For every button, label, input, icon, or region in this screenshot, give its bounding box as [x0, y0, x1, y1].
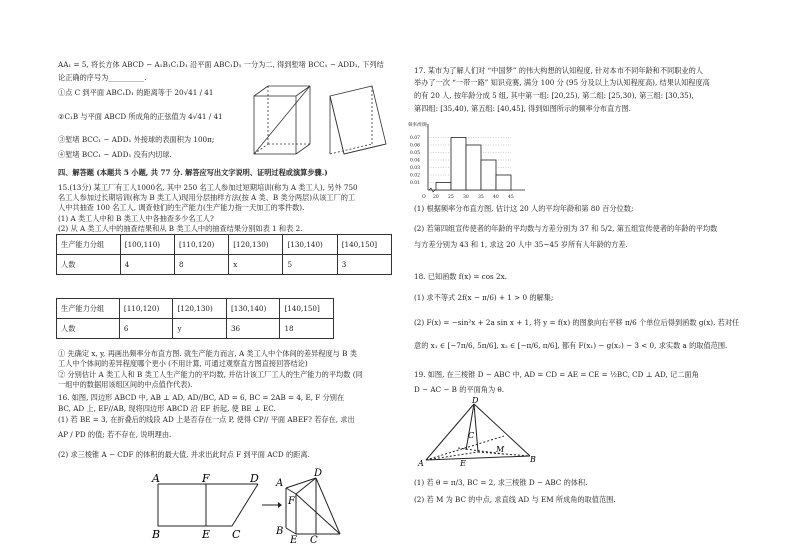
q17-sub1: (1) 根据频率分布直方图, 估计这 20 人的平均年龄和第 80 百分位数; — [414, 204, 634, 213]
label-a: A — [418, 459, 424, 468]
histogram-bar — [466, 145, 481, 190]
q19-line2: D − AC − B 的平面角为 θ. — [414, 385, 505, 394]
label-b: B — [152, 528, 161, 541]
table-cell: [100,110) — [120, 235, 174, 255]
q18-line3: (2) F(x) = −sin²x + 2a sin x + 1, 将 y = f(x) 的图象向右平移 π/6 个单位后得到函数 g(x). 若对任 — [414, 318, 740, 327]
q15-part1-line1: ① 先确定 x, y, 再画出频率分布直方图. 就生产能力而言, A 类工人中个体间的差异程度与 B 类 — [58, 349, 357, 358]
q15-line5: (2) 从 A 类工人中的抽查结果和从 B 类工人中的抽查结果分别如表 1 和表 2. — [58, 224, 303, 233]
q15-part2-line1: ② 分别估计 A 类工人和 B 类工人生产能力的平均数, 并估计该工厂工人的生产能力的平均数 (同 — [58, 370, 363, 379]
cuboid-figure — [246, 82, 396, 164]
quadrilateral-figure — [150, 472, 260, 542]
label-d: D — [314, 468, 323, 479]
table-cell: [120,130) — [229, 235, 283, 255]
label-c: C — [468, 431, 475, 440]
q16-line3: (1) 若 BE = 3, 在折叠后的线段 AD 上是否存在一点 P, 使得 CP// 平面 ABEF? 若存在, 求出 — [58, 415, 355, 424]
label-a: A — [152, 472, 160, 485]
q19-sub2: (2) 若 M 为 BC 的中点, 求直线 AD 与 EM 所成角的取值范围. — [414, 495, 616, 504]
tetrahedron-figure — [418, 398, 538, 472]
q19-line1: 19. 如图, 在三棱锥 D − ABC 中, AD = CD = AE = CE = ½BC, CD ⊥ AD, 记二面角 — [414, 370, 699, 379]
table-cell: 5 — [283, 255, 337, 275]
q-top-line2: 论正确的序号为__________. — [58, 73, 147, 82]
y-axis-label: 频率/组距 — [408, 123, 428, 128]
table-cell: [110,120) — [119, 299, 173, 319]
folded-solid-figure — [272, 468, 344, 546]
table-cell: 生产能力分组 — [57, 299, 120, 319]
q15-line3: 人中共抽查 100 名工人, 调查他们的生产能力(生产能力指一天加工的零件数). — [58, 203, 305, 212]
x-tick-label: 25 — [448, 195, 454, 200]
table-cell: [140,150] — [280, 299, 334, 319]
q16-line4: AP / PD 的值; 若不存在, 说明理由. — [58, 430, 172, 439]
y-tick-label: 0.05 — [410, 151, 421, 156]
y-tick-label: 0.06 — [410, 143, 421, 149]
q16-line2: BC, AD 上, EF//AB, 现将四边形 ABCD 沿 EF 折起, 使 BE ⊥ EC. — [58, 404, 276, 413]
x-tick-label: O — [422, 195, 426, 200]
x-tick-label: 45 — [508, 195, 514, 200]
q18-line4: 意的 x₁ ∈ [−7π/6, 5π/6], x₂ ∈ [−π/6, π/6], 都有 F(x₁) − g(x₂) − 3 < 0, 求实数 a 的取值范围. — [414, 341, 728, 350]
table-cell: 6 — [119, 319, 173, 339]
table-cell: y — [173, 319, 227, 339]
x-tick-label: 20 — [433, 195, 439, 200]
label-f: F — [202, 472, 210, 485]
q17-sub2: (2) 若第四组宣传使者的年龄的平均数与方差分别为 37 和 5/2, 第五组宣传使者的年龄的平均数 — [414, 224, 718, 233]
section-4-heading: 四、解答题 (本题共 5 小题, 共 77 分. 解答应写出文字说明、证明过程或演算步骤.) — [58, 168, 328, 177]
q15-line2: 名工人参加过长期培训(称为 B 类工人)现用分层抽样方法(按 A 类、B 类分两层)从该工厂的工 — [58, 193, 356, 202]
label-m: M — [496, 445, 505, 454]
y-tick-label: 0.04 — [410, 158, 421, 164]
table-1-row — [57, 255, 392, 275]
table-cell: 3 — [337, 255, 391, 275]
q15-line4: (1) A 类工人中和 B 类工人中各抽查多少名工人? — [58, 214, 214, 223]
q15-part1-line2: 工人中个体间的差异程度哪个更小 (不用计算, 可通过观察直方图直接回答结论) — [58, 359, 308, 368]
table-cell: 4 — [120, 255, 174, 275]
x-tick-label: 40 — [493, 195, 499, 200]
table-2 — [56, 298, 334, 339]
table-cell: 8 — [175, 255, 229, 275]
q-top-opt3: ③堑堵 BCC₁ − ADD₁ 外接球的表面积为 100π; — [58, 135, 215, 144]
q-top-opt4: ④堑堵 BCC₁ − ADD₁ 没有内切球. — [58, 150, 172, 159]
label-e: E — [460, 459, 466, 468]
histogram-bar — [451, 138, 466, 191]
q17-line3: 的有 20 人, 按年龄分成 5 组, 其中第一组: [20,25), 第二组: [25,30), 第三组: [30,35), — [414, 91, 694, 100]
table-cell: 人数 — [57, 255, 121, 275]
histogram-bar — [436, 183, 451, 191]
table-cell: [110,120) — [175, 235, 229, 255]
q17-line1: 17. 某市为了解人们对 “中国梦” 的伟大构想的认知程度, 针对本市不同年龄和不同职业的人 — [414, 66, 703, 75]
label-c: C — [310, 535, 318, 546]
label-a: A — [276, 478, 284, 489]
q-top-opt2: ②C₁B 与平面 ABCD 所成角的正弦值为 4√41 / 41 — [58, 112, 223, 121]
y-tick-label: 0.02 — [410, 173, 421, 179]
table-cell: [130,140) — [283, 235, 337, 255]
q17-sub3: 与方差分别为 43 和 1, 求这 20 人中 35~45 岁所有人年龄的方差. — [414, 240, 628, 249]
table-cell: 人数 — [57, 319, 120, 339]
q16-line1: 16. 如图, 四边形 ABCD 中, AB ⊥ AD, AD//BC, AD = 6, BC = 2AB = 4, E, F 分别在 — [58, 393, 345, 402]
table-cell: 36 — [226, 319, 280, 339]
x-tick-label: 35 — [478, 195, 484, 200]
label-d: D — [472, 396, 479, 405]
q17-line4: 第四组: [35,40), 第五组: [40,45], 得到如图所示的频率分布直方图. — [414, 104, 631, 113]
table-cell: x — [229, 255, 283, 275]
label-e: E — [202, 528, 211, 541]
q-top-line1: AA₁ = 5, 将长方体 ABCD − A₁B₁C₁D₁ 沿平面 ABC₁D₁ 一分为二, 得到堑堵 BCC₁ − ADD₁, 下列结 — [58, 60, 384, 69]
table-1 — [56, 234, 392, 275]
q16-line5: (2) 求三棱锥 A − CDF 的体积的最大值, 并求出此时点 F 到平面 ACD 的距离. — [58, 450, 310, 459]
label-b: B — [276, 526, 284, 537]
q19-sub1: (1) 若 θ = π/3, BC = 2, 求三棱锥 D − ABC 的体积. — [414, 478, 588, 487]
table-cell: [130,140) — [226, 299, 280, 319]
table-cell: 生产能力分组 — [57, 235, 121, 255]
y-tick-label: 0.07 — [410, 136, 421, 141]
histogram-bar — [481, 160, 496, 190]
label-c: C — [232, 528, 241, 541]
q-top-opt1: ①点 C 到平面 ABC₁D₁ 的距离等于 20√41 / 41 — [58, 88, 214, 97]
q18-line1: 18. 已知函数 f(x) = cos 2x. — [414, 272, 507, 281]
label-f: F — [288, 496, 295, 507]
q15-part2-line2: 一组中的数据用该组区间的中点值作代表). — [58, 380, 193, 389]
table-cell: [140,150] — [337, 235, 391, 255]
table-cell: 18 — [280, 319, 334, 339]
x-tick-label: 30 — [463, 195, 469, 200]
frequency-histogram — [404, 118, 534, 204]
table-2-header — [57, 299, 334, 319]
q15-line1: 15.(13分) 某工厂有工人1000名, 其中 250 名工人参加过短期培训(称为 A 类工人), 另外 750 — [58, 183, 358, 192]
histogram-bar — [496, 175, 511, 190]
table-1-header — [57, 235, 392, 255]
y-tick-label: 0.03 — [410, 166, 421, 171]
q18-line2: (1) 求不等式 2f(x − π/6) + 1 > 0 的解集; — [414, 293, 554, 302]
table-cell: [120,130) — [173, 299, 227, 319]
label-b: B — [530, 455, 536, 464]
q17-line2: 举办了一次 “一带一路” 知识竞赛, 满分 100 分 (95 分及以上为认知程度高), 结果认知程度高 — [414, 78, 710, 87]
label-d: D — [250, 472, 259, 485]
y-tick-label: 0.01 — [410, 181, 421, 186]
table-2-row — [57, 319, 334, 339]
label-e: E — [290, 535, 298, 546]
